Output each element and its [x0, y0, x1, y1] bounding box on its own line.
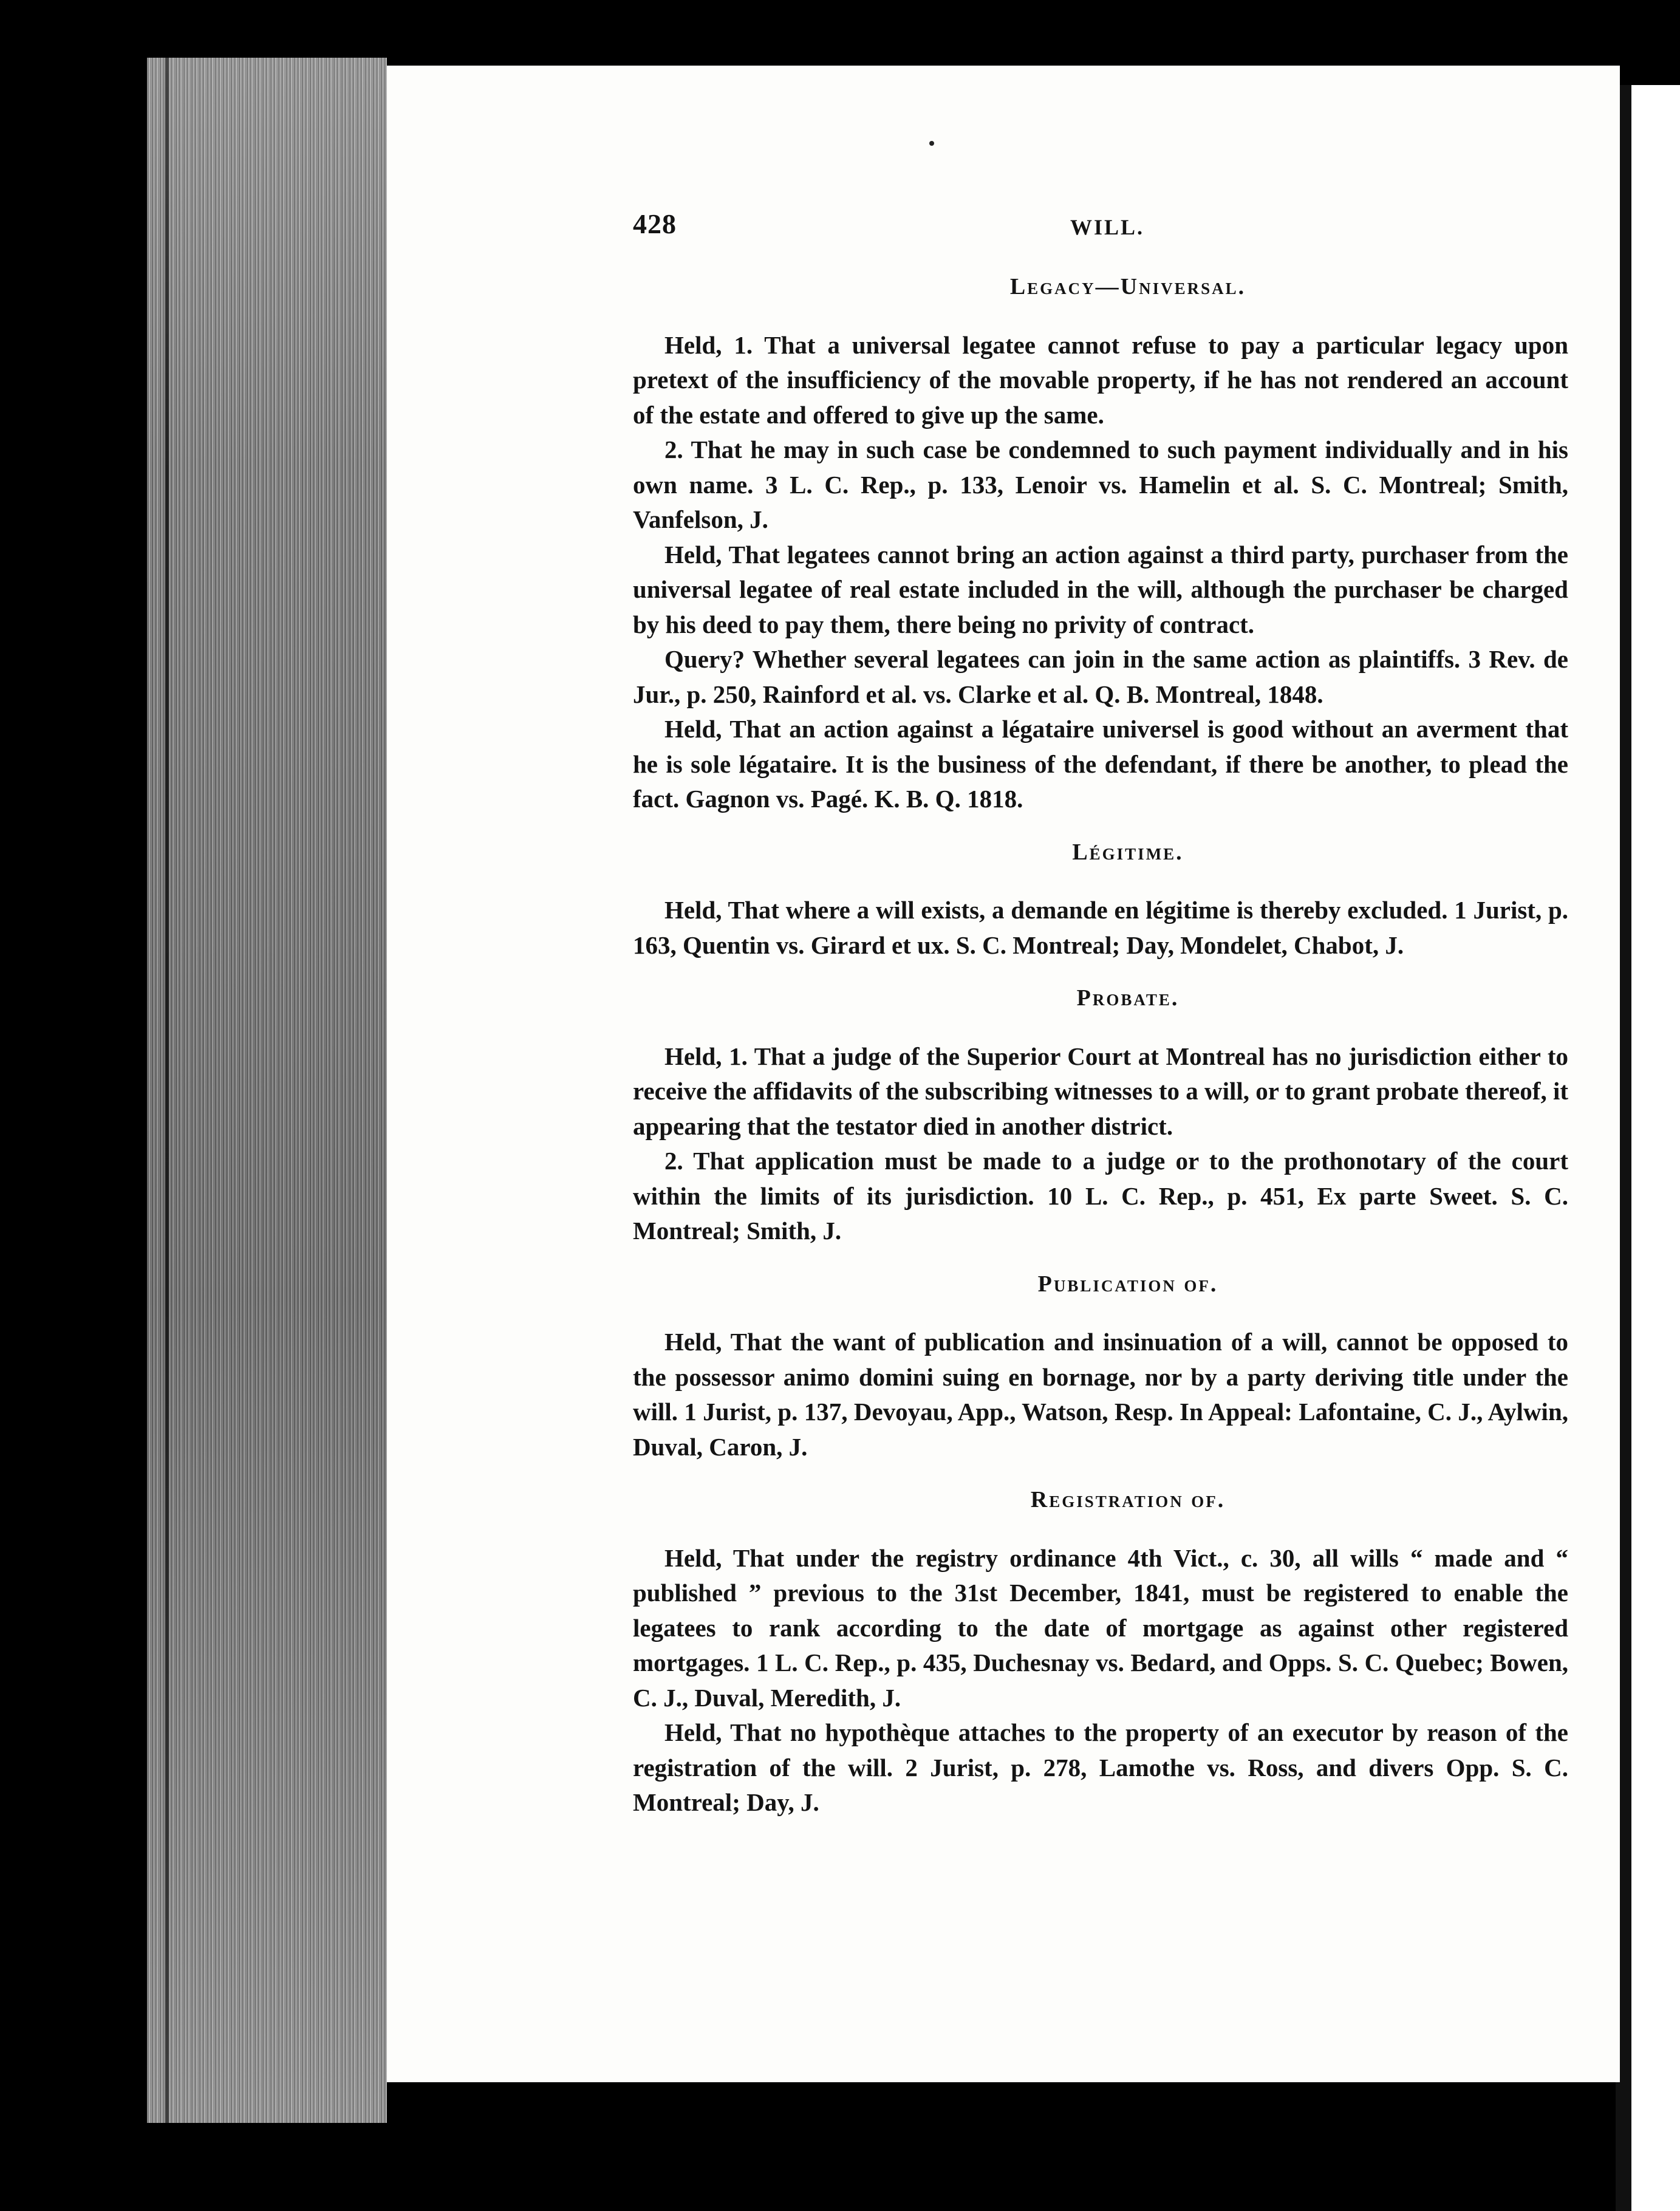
book-page-edge	[147, 58, 387, 2123]
paragraph: Held, That where a will exists, a demande en légitime is thereby excluded. 1 Jurist, p. 163, Quentin vs. Girard et ux. S. C. Montreal; Day, Mondelet, Chabot, J.	[633, 896, 1568, 959]
page-edge-shadow	[165, 58, 169, 2123]
paragraph: Held, 1. That a universal legatee cannot refuse to pay a particular legacy upon pretext of the insufficiency of the movable property, if he has not rendered an account of the estate and offered to give up the same.	[633, 330, 1568, 429]
paragraph: 2. That application must be made to a judge or to the prothonotary of the court within the limits of its jurisdiction. 10 L. C. Rep., p. 451, Ex parte Sweet. S. C. Montreal; Smith, J.	[633, 1147, 1568, 1245]
running-head	[633, 207, 1568, 255]
paragraph: Held, 1. That a judge of the Superior Court at Montreal has no jurisdiction either to receive the affidavits of the subscribing witnesses to a will, or to grant probate thereof, it appearing that the testator died in another district.	[633, 1042, 1568, 1140]
paragraph: 2. That he may in such case be condemned to such payment individually and in his own name. 3 L. C. Rep., p. 133, Lenoir vs. Hamelin et al. S. C. Montreal; Smith, Vanfelson, J.	[633, 436, 1568, 533]
paragraph: Held, That the want of publication and insinuation of a will, cannot be opposed to the possessor animo domini suing en bornage, nor by a party deriving title under the will. 1 Jurist, p. 137, Devoyau, App., Watson, Resp. In Appeal: Lafontaine, C. J., Aylwin, Duval, Caron, J.	[633, 1328, 1568, 1461]
section-publication-of	[633, 1267, 1568, 1465]
paragraph: Held, That legatees cannot bring an action against a third party, purchaser from the universal legatee of real estate included in the will, although the purchaser be charged by his deed to pay them, there being no privity of contract.	[633, 540, 1568, 638]
paragraph: Held, That no hypothèque attaches to the property of an executor by reason of the registration of the will. 2 Jurist, p. 278, Lamothe vs. Ross, and divers Opp. S. C. Montreal; Day, J.	[633, 1718, 1568, 1816]
page-number: 428	[633, 208, 677, 239]
section-heading: Registration of.	[1030, 1487, 1226, 1512]
running-title: WILL.	[1070, 215, 1145, 239]
section-heading: Légitime.	[1072, 839, 1184, 865]
scan-speck	[929, 141, 934, 146]
section-legacy-universal	[633, 270, 1568, 817]
section-probate	[633, 981, 1568, 1249]
section-registration-of	[633, 1483, 1568, 1820]
section-legitime	[633, 835, 1568, 963]
paragraph: Held, That an action against a légataire universel is good without an averment that he is sole légataire. It is the business of the defendant, if there be another, to plead the fact. Gagnon vs. Pagé. K. B. Q. 1818.	[633, 715, 1568, 813]
paragraph: Query? Whether several legatees can join in the same action as plaintiffs. 3 Rev. de Jur., p. 250, Rainford et al. vs. Clarke et al. Q. B. Montreal, 1848.	[633, 645, 1568, 708]
next-page-sliver	[1631, 85, 1680, 2211]
section-heading: Probate.	[1076, 985, 1180, 1011]
section-heading: Publication of.	[1037, 1271, 1218, 1297]
page-text	[633, 207, 1568, 1820]
paragraph: Held, That under the registry ordinance 4th Vict., c. 30, all wills “ made and “ published ” previous to the 31st December, 1841, must be registered to enable the legatees to rank according to the date of mortgage as against other registered mortgages. 1 L. C. Rep., p. 435, Duchesnay vs. Bedard, and Opps. S. C. Quebec; Bowen, C. J., Duval, Meredith, J.	[633, 1543, 1568, 1712]
section-heading: Legacy—Universal.	[1009, 274, 1246, 299]
